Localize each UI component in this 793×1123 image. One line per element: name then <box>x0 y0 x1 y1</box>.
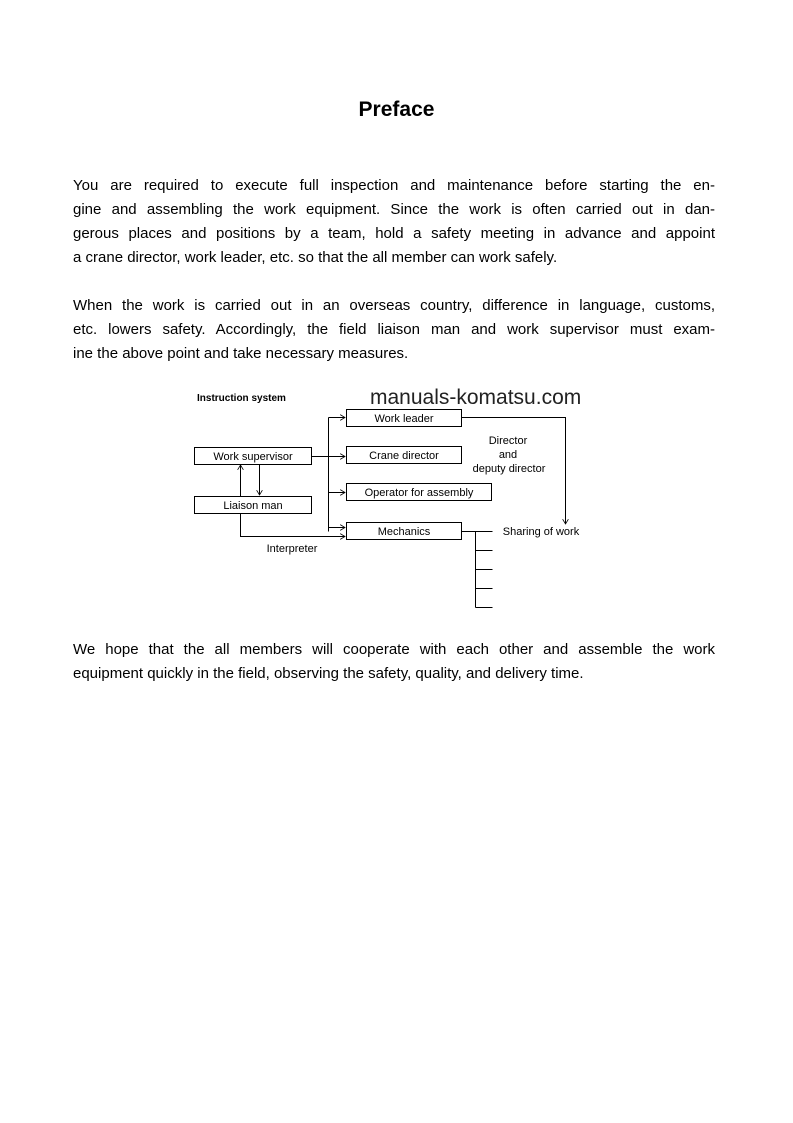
page-title: Preface <box>358 98 435 121</box>
text-line: When the work is carried out in an overseas country, difference in language, customs, <box>73 297 715 314</box>
director-label: deputy director <box>472 463 546 475</box>
text-line: gerous places and positions by a team, hold a safety meeting in advance and appoint <box>73 225 715 242</box>
director-label: and <box>498 449 518 461</box>
text-line: gine and assembling the work equipment. Since the work is often carried out in dan- <box>73 201 715 218</box>
crane-director-label: Crane director <box>369 450 439 462</box>
text-line: equipment quickly in the field, observing the safety, quality, and delivery time. <box>73 665 584 682</box>
interpreter-label: Interpreter <box>266 543 318 555</box>
director-label: Director <box>488 435 528 447</box>
diagram-title: Instruction system <box>197 393 286 404</box>
text-line: etc. lowers safety. Accordingly, the field liaison man and work supervisor must exam- <box>73 321 715 338</box>
mechanics-label: Mechanics <box>377 526 431 538</box>
work-leader-label: Work leader <box>374 413 434 425</box>
sharing-of-work-label: Sharing of work <box>502 526 580 538</box>
operator-label: Operator for assembly <box>364 487 474 499</box>
liaison-man-label: Liaison man <box>223 500 283 512</box>
watermark: manuals-komatsu.com <box>370 386 582 409</box>
work-supervisor-label: Work supervisor <box>213 451 293 463</box>
text-line: a crane director, work leader, etc. so that the all member can work safely. <box>73 249 558 266</box>
text-line: We hope that the all members will cooperate with each other and assemble the work <box>73 641 715 658</box>
text-line: ine the above point and take necessary measures. <box>73 345 409 362</box>
text-line: You are required to execute full inspection and maintenance before starting the en- <box>73 177 715 194</box>
